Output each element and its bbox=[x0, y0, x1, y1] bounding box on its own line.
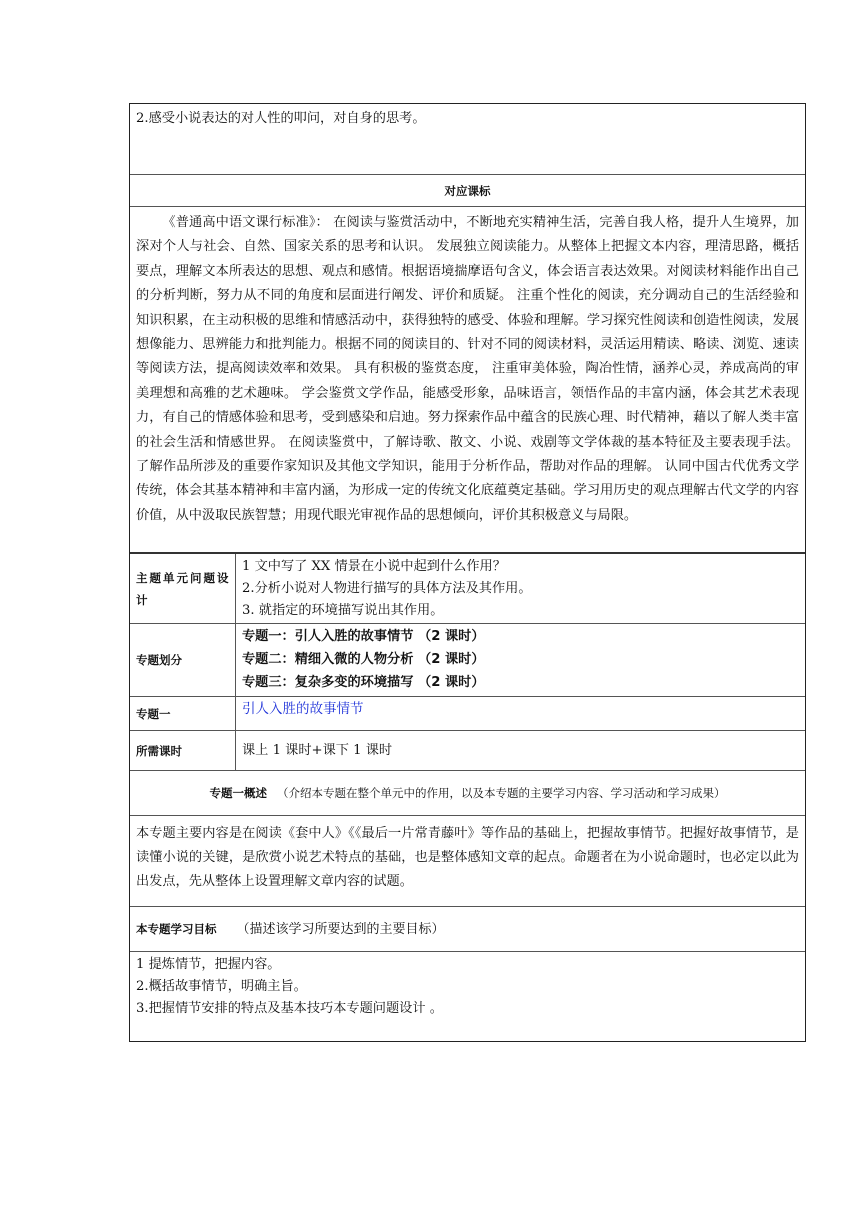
topic-one-label: 专题一 bbox=[130, 697, 236, 730]
unit-questions-row bbox=[130, 554, 805, 624]
list-item: 专题二：精细入微的人物分析 （2 课时） bbox=[242, 652, 485, 667]
topic-division-label: 专题划分 bbox=[130, 624, 236, 696]
overview-header bbox=[130, 771, 805, 816]
lesson-plan-table bbox=[129, 103, 806, 1042]
topic-one-title: 引人入胜的故事情节 bbox=[242, 701, 364, 717]
overview-cell bbox=[130, 816, 805, 907]
hours-value: 课上 1 课时+课下 1 课时 bbox=[242, 743, 393, 758]
list-item: 1 文中写了 XX 情景在小说中起到什么作用？ bbox=[242, 559, 506, 574]
list-item: 专题一：引人入胜的故事情节 （2 课时） bbox=[242, 629, 485, 644]
list-item: 3.把握情节安排的特点及基本技巧本专题问题设计 。 bbox=[136, 1001, 443, 1016]
list-item: 3. 就指定的环境描写说出其作用。 bbox=[242, 603, 444, 618]
topic-division-row bbox=[130, 624, 805, 697]
list-item: 1 提炼情节，把握内容。 bbox=[136, 957, 281, 972]
hours-label: 所需课时 bbox=[130, 731, 236, 770]
topic-division-list bbox=[236, 624, 805, 696]
standards-cell bbox=[130, 207, 805, 554]
unit-questions-label: 主题单元问题设计 bbox=[130, 554, 236, 623]
goal-continuation-text: 2.感受小说表达的对人性的叩问，对自身的思考。 bbox=[136, 111, 426, 126]
standards-header bbox=[130, 175, 805, 207]
overview-header-label: 专题一概述 bbox=[209, 786, 267, 800]
hours-row bbox=[130, 731, 805, 771]
topic-one-row bbox=[130, 697, 805, 731]
list-item: 2.概括故事情节，明确主旨。 bbox=[136, 979, 307, 994]
standards-text: 《普通高中语文课行标准》： 在阅读与鉴赏活动中，不断地充实精神生活，完善自我人格，提升人生境界，加深对个人与社会、自然、国家关系的思考和认识。 发展独立阅读能力。从整体上把握文本内容，理清思路，概括要点，理解文本所表达的思想、观点和感情。根据语境揣摩语句含义，体会语言表达效果。对阅读材料能作出自己的分析判断，努力从不同的角度和层面进行阐发、评价和质疑。 注重个性化的阅读，充分调动自己的生活经验和知识积累，在主动积极的思维和情感活动中，获得独特的感受、体验和理解。学习探究性阅读和创造性阅读，发展想像能力、思辨能力和批判能力。根据不同的阅读目的、针对不同的阅读材料，灵活运用精读、略读、浏览、速读等阅读方法，提高阅读效率和效果。 具有积极的鉴赏态度， 注重审美体验，陶冶性情，涵养心灵，养成高尚的审美理想和高雅的艺术趣味。 学会鉴赏文学作品，能感受形象，品味语言，领悟作品的丰富内涵，体会其艺术表现力，有自己的情感体验和思考，受到感染和启迪。努力探索作品中蕴含的民族心理、时代精神，藉以了解人类丰富的社会生活和情感世界。 在阅读鉴赏中，了解诗歌、散文、小说、戏剧等文学体裁的基本特征及主要表现手法。了解作品所涉及的重要作家知识及其他文学知识，能用于分析作品，帮助对作品的理解。 认同中国古代优秀文学传统，体会其基本精神和丰富内涵，为形成一定的传统文化底蕴奠定基础。学习用历史的观点理解古代文学的内容价值，从中汲取民族智慧；用现代眼光审视作品的思想倾向，评价其积极意义与局限。 bbox=[136, 215, 799, 523]
standards-header-label: 对应课标 bbox=[444, 184, 491, 198]
goals-cell bbox=[130, 952, 805, 1041]
overview-text: 本专题主要内容是在阅读《套中人》《《最后一片常青藤叶》等作品的基础上，把握故事情节。把握好故事情节，是读懂小说的关键，是欣赏小说艺术特点的基础，也是整体感知文章的起点。命题者在为小说命题时，也必定以此为出发点，先从整体上设置理解文章内容的试题。 bbox=[136, 826, 799, 889]
goals-header-desc: （描述该学习所要达到的主要目标） bbox=[236, 922, 445, 937]
goal-continuation-cell bbox=[130, 104, 805, 175]
list-item: 专题三：复杂多变的环境描写 （2 课时） bbox=[242, 675, 485, 690]
goals-header-label: 本专题学习目标 bbox=[136, 922, 217, 936]
list-item: 2.分析小说对人物进行描写的具体方法及其作用。 bbox=[242, 581, 532, 596]
unit-questions-list bbox=[236, 554, 805, 623]
goals-header bbox=[130, 907, 805, 952]
overview-header-desc: （介绍本专题在整个单元中的作用，以及本专题的主要学习内容、学习活动和学习成果） bbox=[277, 786, 726, 800]
